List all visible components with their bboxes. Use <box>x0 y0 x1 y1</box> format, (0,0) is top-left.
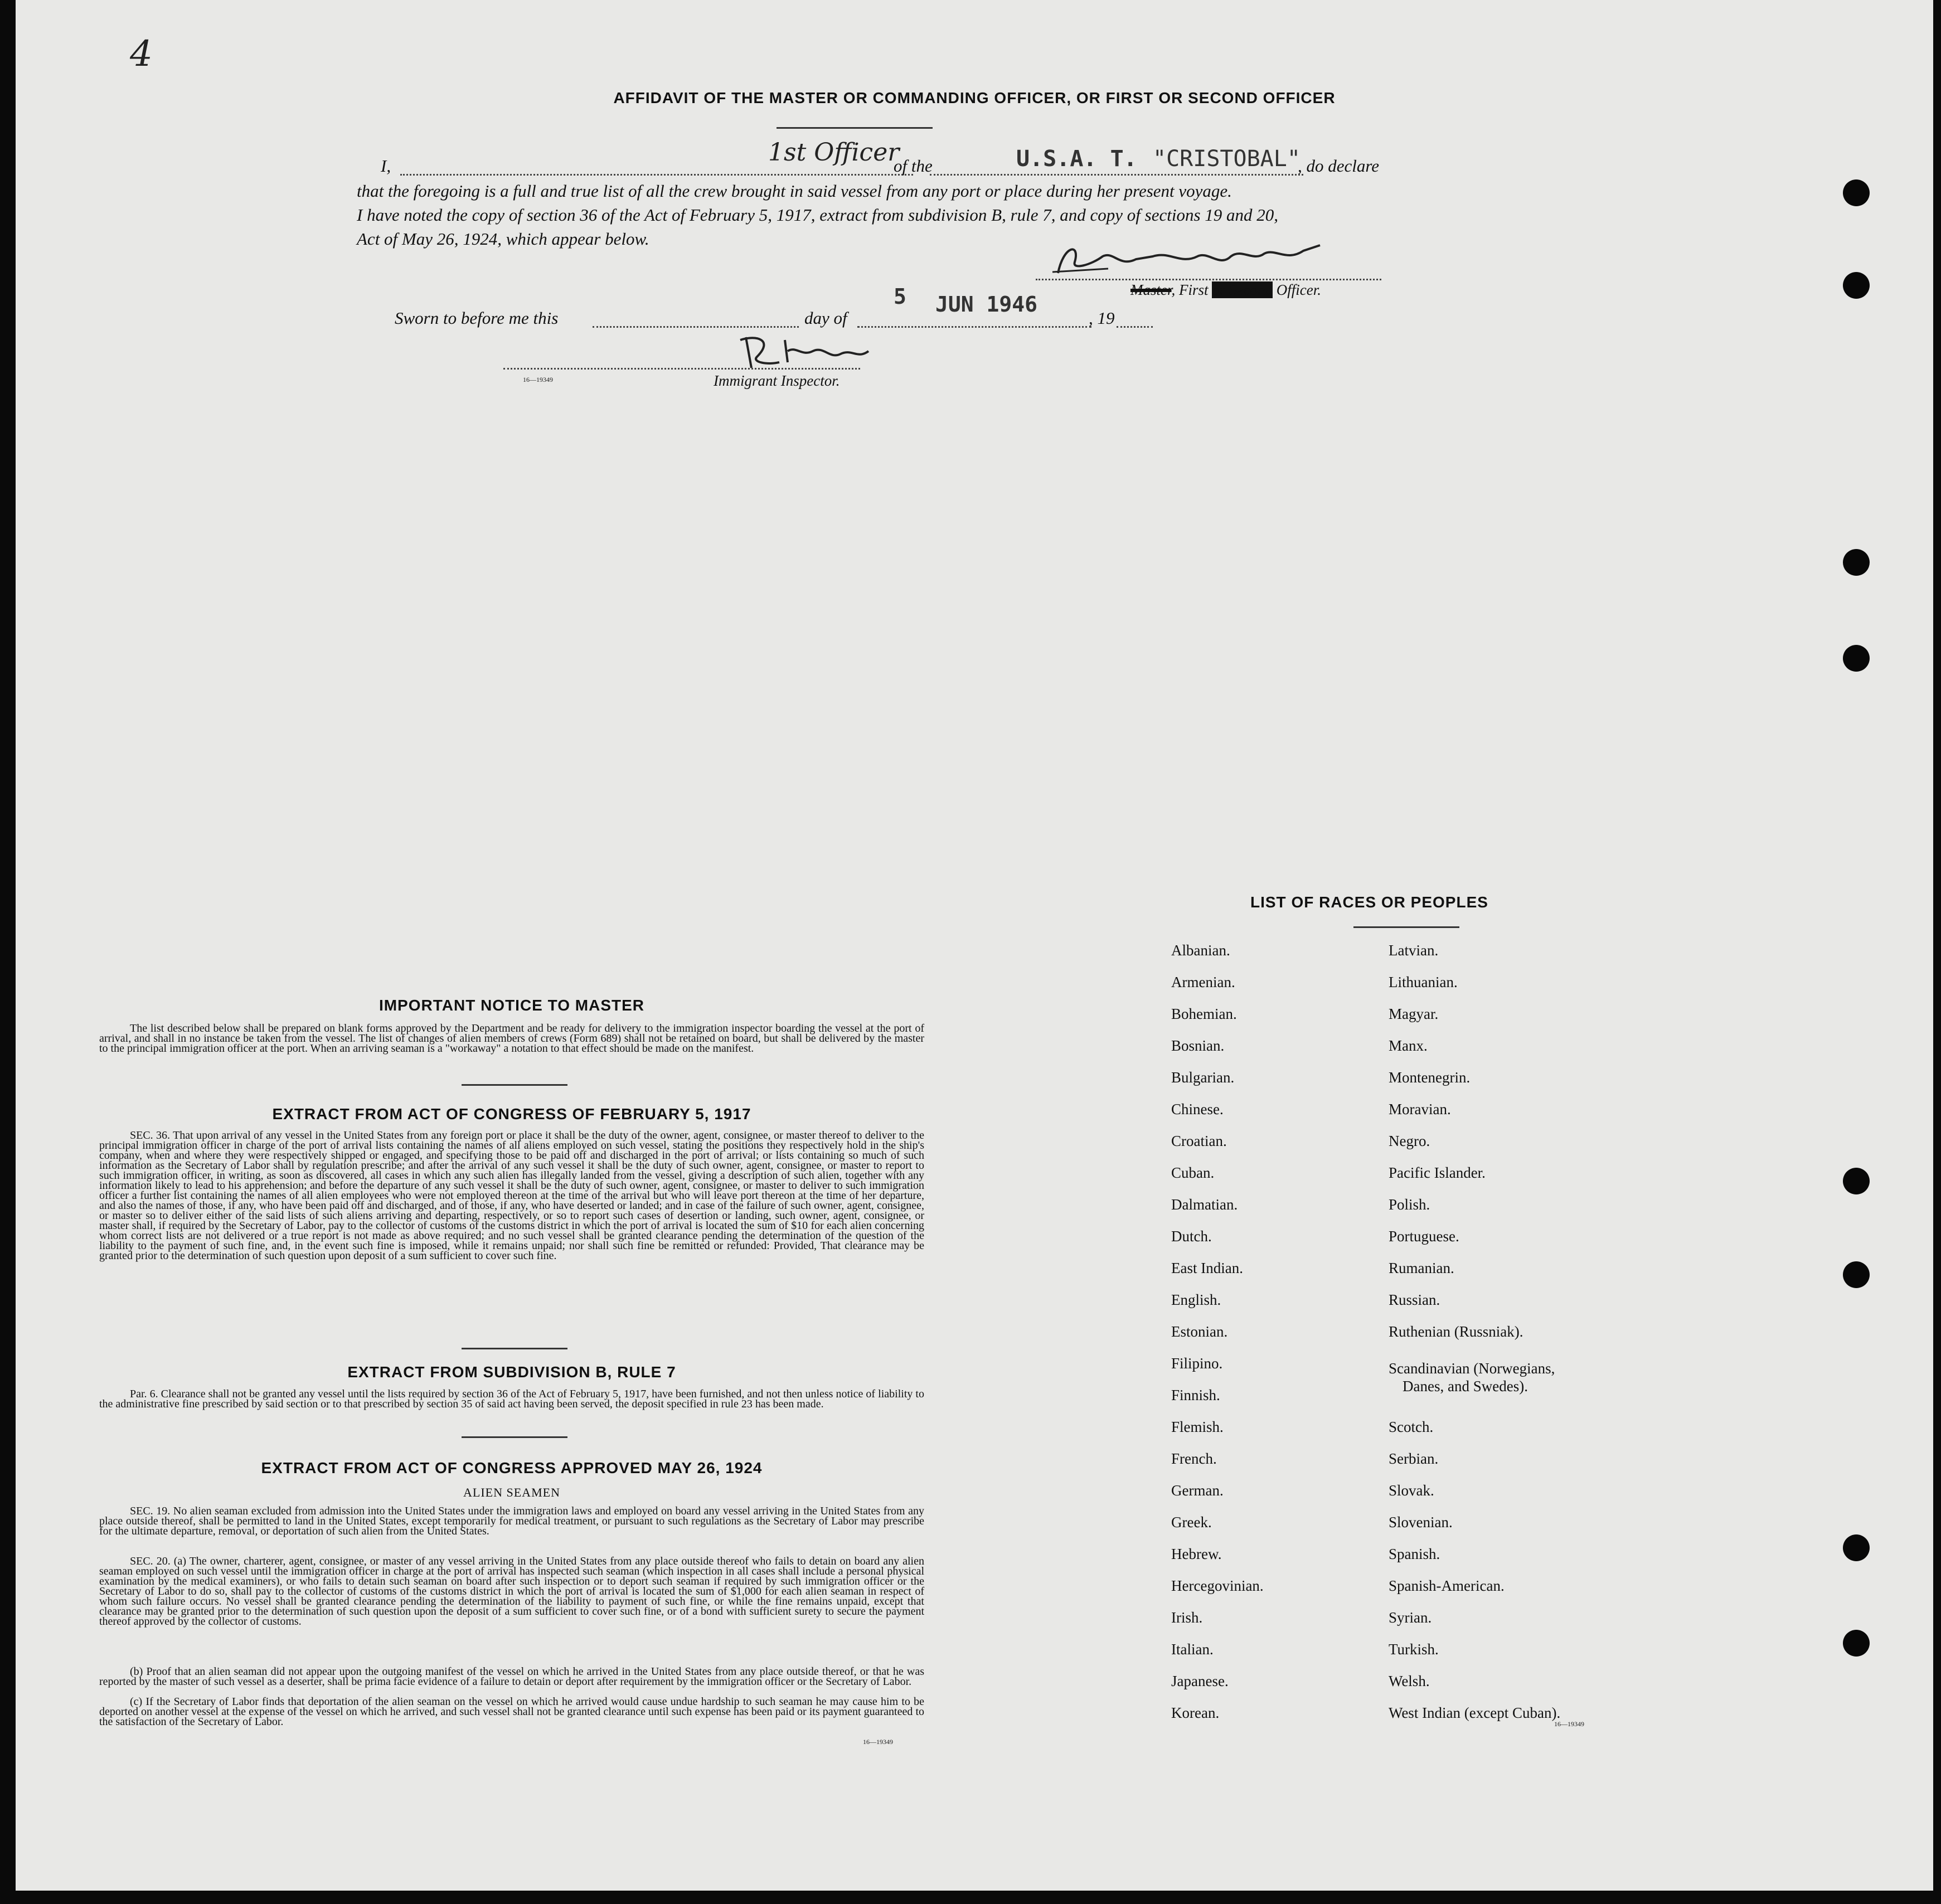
rank-handwritten: 1st Officer <box>768 138 900 167</box>
race-item: Flemish. <box>1171 1419 1224 1435</box>
race-item: Manx. <box>1389 1037 1428 1054</box>
race-item: Danes, and Swedes). <box>1403 1378 1528 1395</box>
affidavit-i: I, <box>381 156 391 176</box>
race-item: Turkish. <box>1389 1641 1439 1658</box>
races-divider <box>1353 926 1459 928</box>
race-item: Rumanian. <box>1389 1260 1454 1276</box>
race-item: Welsh. <box>1389 1673 1430 1689</box>
race-item: Dalmatian. <box>1171 1196 1238 1213</box>
form-sheet <box>16 0 1933 1891</box>
race-item: West Indian (except Cuban). <box>1389 1704 1561 1721</box>
race-item: Ruthenian (Russniak). <box>1389 1323 1523 1340</box>
sec20c-text: (c) If the Secretary of Labor finds that deportation of the alien seaman on the vessel on which he arrived would cause undue hardship to such seaman he may cause him to be deported on another vessel at the expense of the vessel on which he arrived, and such vessel shall not be granted clearance until such expense has been paid or its payment guaranteed to the satisfaction of the Secretary of Labor. <box>99 1696 924 1728</box>
extract-1917-divider <box>462 1348 567 1349</box>
extract-1917-text: SEC. 36. That upon arrival of any vessel in the United States from any foreign port or place it shall be the duty of the owner, agent, consignee, or master thereof to deliver to the principal immigration officer in charge of the port of arrival lists containing the names of all aliens employed on such vessel, stating the positions they respectively hold in the ship's company, when and where they were respectively shipped or engaged, and specifying those to be paid off and discharged in the port of arrival; or lists containing so much of such information as the Secretary of Labor shall by regulation prescribe; and after the arrival of any such vessel it shall be the duty of such owner, agent, consignee, or master to report to such immigration officer, in writing, as soon as discovered, all cases in which any such alien has illegally landed from the vessel, giving a description of such alien, together with any information likely to lead to his apprehension; and before the departure of any such vessel it shall be the duty of such owner, agent, consignee, or master to deliver to such immigration officer a further list containing the names of all alien employees who were not employed thereon at the time of the arrival but who will leave port thereon at the time of her departure, and also the names of those, if any, who have been paid off and discharged, and of those, if any, who have deserted or landed; and in case of the failure of such owner, agent, consignee, or master so to deliver either of the said lists of such aliens arriving and departing, respectively, or so to report such cases of desertion or landing, such owner, agent, consignee, or master shall, if required by the Secretary of Labor, pay to the collector of customs of the customs district in which the port of arrival is located the sum of $10 for each alien concerning whom correct lists are not delivered or a true report is not made as above required; and no such vessel shall be granted clearance pending the determination of the question of the liability to the payment of such fine, and, in the event such fine is imposed, while it remains unpaid; nor shall such fine be remitted or refunded: Provided, That clearance may be granted prior to the determination of such question upon deposit of a sum sufficient to cover such fine. <box>99 1129 924 1262</box>
race-item: Russian. <box>1389 1291 1440 1308</box>
officer-title-master-struck: Master <box>1130 281 1172 298</box>
race-item: Hercegovinian. <box>1171 1577 1264 1594</box>
race-item: Negro. <box>1389 1133 1430 1149</box>
officer-title-first: , First <box>1171 281 1209 298</box>
races-form-code: 16—19349 <box>1554 1720 1584 1728</box>
race-item: Bosnian. <box>1171 1037 1225 1054</box>
race-item: Serbian. <box>1389 1450 1439 1467</box>
officer-title <box>1130 281 1321 299</box>
race-item: Slovak. <box>1389 1482 1434 1499</box>
extract-1917-title: EXTRACT FROM ACT OF CONGRESS OF FEBRUARY 5, 1917 <box>272 1105 751 1123</box>
punch-hole <box>1843 549 1870 576</box>
race-item: Spanish. <box>1389 1546 1440 1562</box>
inspector-signature-line <box>503 368 860 370</box>
race-item: Irish. <box>1171 1609 1203 1626</box>
officer-signature <box>1041 240 1342 284</box>
punch-hole <box>1843 179 1870 206</box>
inspector-label: Immigrant Inspector. <box>714 372 840 389</box>
sworn-label: Sworn to before me this <box>395 308 559 328</box>
punch-hole <box>1843 1630 1870 1657</box>
affidavit-line-3: I have noted the copy of section 36 of the Act of February 5, 1917, extract from subdivision B, rule 7, and copy of sections 19 and 20, <box>357 205 1279 225</box>
race-item: Albanian. <box>1171 942 1230 959</box>
race-item: Moravian. <box>1389 1101 1451 1118</box>
race-item: Estonian. <box>1171 1323 1228 1340</box>
race-item: Scotch. <box>1389 1419 1434 1435</box>
races-title: LIST OF RACES OR PEOPLES <box>1250 893 1488 911</box>
race-item: French. <box>1171 1450 1217 1467</box>
alien-seamen-subtitle: ALIEN SEAMEN <box>463 1485 560 1499</box>
page-number-mark: 4 <box>130 33 153 75</box>
race-item: Montenegrin. <box>1389 1069 1471 1086</box>
extract-1924-title: EXTRACT FROM ACT OF CONGRESS APPROVED MAY 26, 1924 <box>261 1459 763 1476</box>
race-item: Polish. <box>1389 1196 1430 1213</box>
punch-hole <box>1843 1534 1870 1561</box>
title-divider <box>777 127 933 129</box>
sworn-date-stamp: JUN 1946 <box>935 292 1038 317</box>
rule7-divider <box>462 1436 567 1438</box>
affidavit-title: AFFIDAVIT OF THE MASTER OR COMMANDING OFFICER, OR FIRST OR SECOND OFFICER <box>613 89 1336 106</box>
affidavit-line-4: Act of May 26, 1924, which appear below. <box>357 229 649 249</box>
vessel-prefix: U.S.A. T. <box>1016 146 1137 172</box>
race-item: Dutch. <box>1171 1228 1212 1245</box>
rank-field <box>400 174 913 176</box>
punch-hole <box>1843 645 1870 672</box>
race-item: Bulgarian. <box>1171 1069 1235 1086</box>
rule7-text: Par. 6. Clearance shall not be granted any vessel until the lists required by section 36 of the Act of February 5, 1917, have been furnished, and not then unless notice of liability to the administrative fine prescribed by said section or to that prescribed by section 35 of said act having been served, the deposit specified in rule 23 has been made. <box>99 1388 924 1410</box>
race-item: Japanese. <box>1171 1673 1229 1689</box>
race-item: Portuguese. <box>1389 1228 1459 1245</box>
rule7-title: EXTRACT FROM SUBDIVISION B, RULE 7 <box>347 1363 676 1381</box>
vessel-name: "CRISTOBAL" <box>1153 146 1301 172</box>
vessel-field <box>930 174 1303 176</box>
race-item: Magyar. <box>1389 1006 1439 1022</box>
race-item: Chinese. <box>1171 1101 1224 1118</box>
race-item: Bohemian. <box>1171 1006 1237 1022</box>
punch-hole <box>1843 1168 1870 1194</box>
officer-signature-line <box>1036 279 1381 280</box>
race-item: East Indian. <box>1171 1260 1243 1276</box>
sworn-day-stamp: 5 <box>894 284 906 309</box>
race-item: Croatian. <box>1171 1133 1227 1149</box>
inspector-signature <box>735 329 880 373</box>
officer-title-end: Officer. <box>1276 281 1321 298</box>
sworn-day-field <box>593 326 799 328</box>
affidavit-line-2: that the foregoing is a full and true list of all the crew brought in said vessel from any port or place during her present voyage. <box>357 181 1232 201</box>
race-item: Cuban. <box>1171 1164 1215 1181</box>
race-item: Spanish-American. <box>1389 1577 1505 1594</box>
race-item: Latvian. <box>1389 942 1439 959</box>
affidavit-form-code: 16—19349 <box>523 376 553 383</box>
race-item: Filipino. <box>1171 1355 1223 1372</box>
race-item: Pacific Islander. <box>1389 1164 1486 1181</box>
day-of-label: day of <box>804 308 847 328</box>
declare-label: , do declare <box>1298 156 1380 176</box>
race-item: Scandinavian (Norwegians, <box>1389 1360 1555 1377</box>
punch-hole <box>1843 272 1870 299</box>
race-item: German. <box>1171 1482 1224 1499</box>
notice-title: IMPORTANT NOTICE TO MASTER <box>379 997 645 1014</box>
punch-hole <box>1843 1261 1870 1288</box>
officer-title-second-struck: or Second <box>1212 281 1273 298</box>
sworn-month-field <box>857 326 1091 328</box>
race-item: Finnish. <box>1171 1387 1220 1403</box>
race-item: Italian. <box>1171 1641 1214 1658</box>
race-item: Armenian. <box>1171 974 1235 990</box>
race-item: English. <box>1171 1291 1221 1308</box>
sec20b-text: (b) Proof that an alien seaman did not appear upon the outgoing manifest of the vessel on which he arrived in the United States from any place outside thereof, or that he was reported by the master of such vessel as a deserter, shall be prima facie evidence of a failure to detain or deport after requirement by the immigration officer or the Secretary of Labor. <box>99 1665 924 1688</box>
of-the-label: of the <box>894 156 933 176</box>
race-item: Syrian. <box>1389 1609 1432 1626</box>
sworn-year-field <box>1117 326 1153 328</box>
race-item: Hebrew. <box>1171 1546 1222 1562</box>
notice-text: The list described below shall be prepared on blank forms approved by the Department and be ready for delivery to the immigration inspector boarding the vessel at the port of arrival, and shall in no instance be taken from the vessel. The list of changes of alien members of crews (Form 689) shall not be retained on board, but shall be delivered by the master to the principal immigration officer at the port. When an arriving seaman is a "workaway" a notation to that effect should be made on the manifest. <box>99 1022 924 1055</box>
race-item: Greek. <box>1171 1514 1212 1531</box>
race-item: Slovenian. <box>1389 1514 1453 1531</box>
notice-divider <box>462 1084 567 1086</box>
race-item: Korean. <box>1171 1704 1220 1721</box>
race-item: Lithuanian. <box>1389 974 1458 990</box>
year-prefix: , 19 <box>1089 308 1115 328</box>
sec19-text: SEC. 19. No alien seaman excluded from admission into the United States under the immigration laws and employed on board any vessel arriving in the United States from any place outside thereof, shall be permitted to land in the United States, except temporarily for medical treatment, or pursuant to such regulations as the Secretary of Labor may prescribe for the ultimate departure, removal, or deportation of such alien from the United States. <box>99 1505 924 1537</box>
sec20a-text: SEC. 20. (a) The owner, charterer, agent, consignee, or master of any vessel arriving in the United States from any place outside thereof who fails to detain on board any alien seaman employed on such vessel until the immigration officer in charge at the port of arrival has inspected such seaman (which inspection in all cases shall include a personal physical examination by the medical examiners), or who fails to detain such seaman on board after such inspection or to deport such seaman if required by such immigration officer or the Secretary of Labor to do so, shall pay to the collector of customs of the customs district in which the port of arrival is located the sum of $1,000 for each alien seaman in respect of whom such failure occurs. No vessel shall be granted clearance pending the determination of the liability to payment of such fine, or while the fine remains unpaid, except that clearance may be granted prior to the determination of such question upon the deposit of a sum sufficient to cover such fine, or of a bond with sufficient surety to secure the payment thereof approved by the collector of customs. <box>99 1555 924 1628</box>
extract-form-code: 16—19349 <box>863 1738 893 1746</box>
